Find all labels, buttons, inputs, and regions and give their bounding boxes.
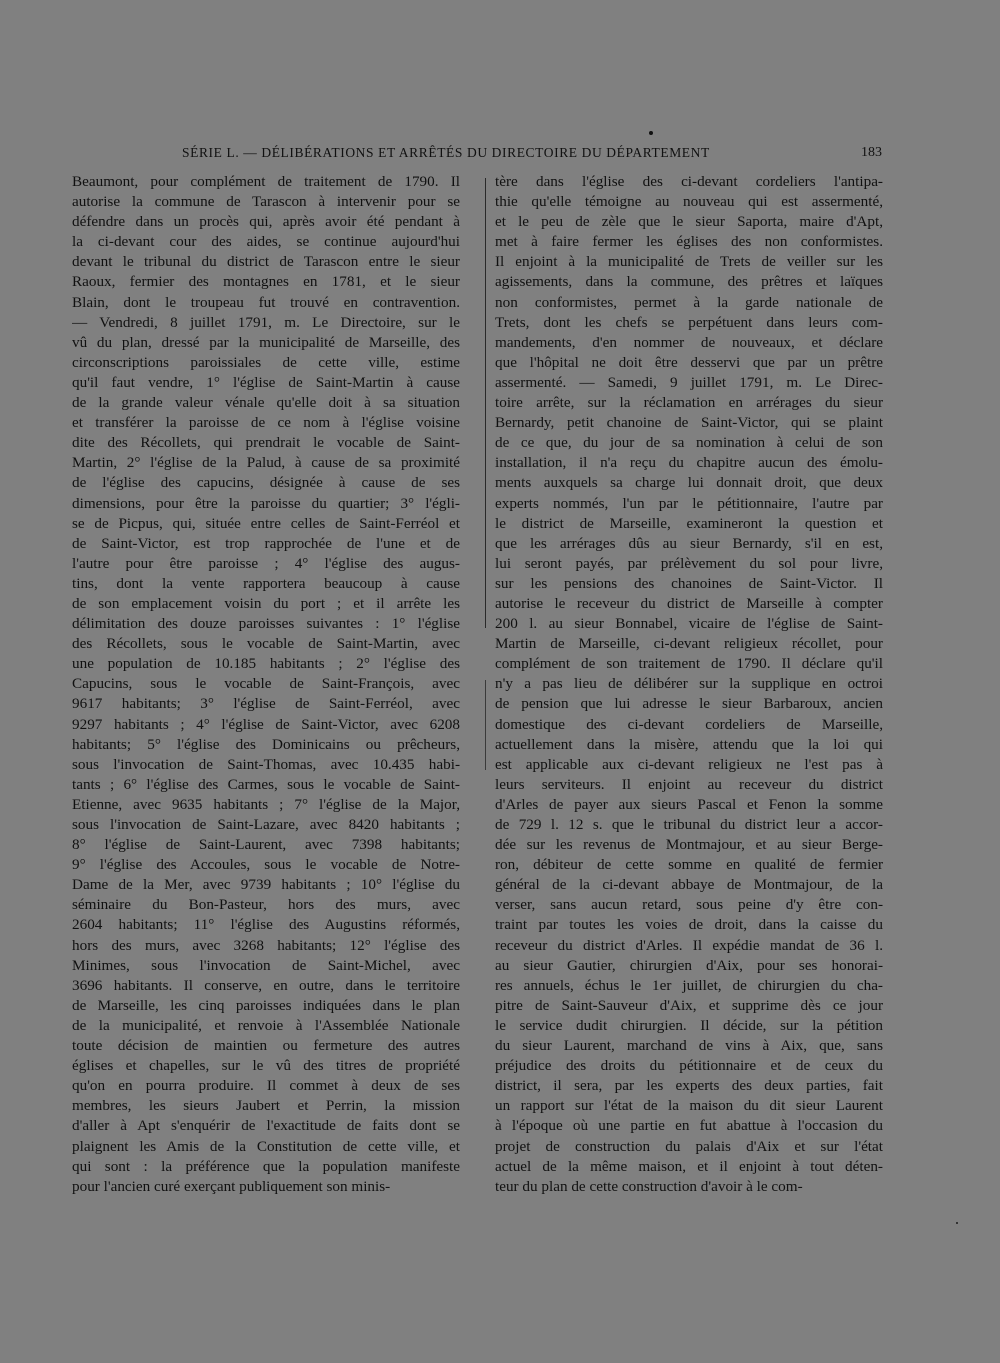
text-line: tère dans l'église des ci-devant cordeliers l'antipa- [495,173,883,190]
text-line: du sieur Laurent, marchand de vins à Aix, que, sans [495,1037,883,1055]
text-line: pitre de Saint-Sauveur d'Aix, et supprime dès ce jour [495,996,883,1014]
text-line: district, il sera, par les experts des deux parties, fait [495,1077,883,1095]
text-line: que les arrérages dûs au sieur Bernardy, s'il en est, [495,534,883,552]
text-line: et le peu de zèle que le sieur Saporta, maire d'Apt, [495,213,883,231]
right-text-column [495,172,883,1197]
text-line: de la grande valeur vénale qu'elle doit à sa situation [72,394,460,412]
text-line: Bernardy, petit chanoine de Saint-Victor, qui se plaint [495,414,883,432]
text-line: qu'on en pourra produire. Il commet à deux de ses [72,1077,460,1095]
text-line: sous l'invocation de Saint-Thomas, avec 10.435 habi- [72,755,460,773]
text-line: hors des murs, avec 3268 habitants; 12° l'église des [72,936,460,954]
column-separator-rule [485,178,486,628]
text-line: 8° l'église de Saint-Laurent, avec 7398 habitants; [72,836,460,854]
ink-speck [956,1222,958,1224]
text-line: séminaire du Bon-Pasteur, hors des murs, avec [72,896,460,914]
text-line: défendre dans un procès qui, après avoir été pendant à [72,213,460,231]
text-line: actuel de la même maison, et il enjoint à tout déten- [495,1157,883,1175]
ink-dot [649,131,653,135]
text-line: dite des Récollets, qui prendrait le vocable de Saint- [72,434,460,452]
text-line: qui sont : la préférence que la population manifeste [72,1157,460,1175]
text-line: le service dudit chirurgien. Il décide, sur la pétition [495,1016,883,1034]
text-line: l'autre pour être paroisse ; 4° l'église des augus- [72,554,460,572]
text-line: lui seront payés, par prélèvement du sol pour livre, [495,554,883,572]
text-line: d'aller à Apt s'enquérir de l'exactitude de faits dont se [72,1117,460,1135]
text-line: installation, il n'a reçu du chapitre aucun des émolu- [495,454,883,472]
text-line: sous l'invocation de Saint-Lazare, avec 8420 habitants ; [72,816,460,833]
text-line: verser, sans aucun retard, sous peine d'y être con- [495,896,883,914]
text-line: habitants; 5° l'église des Dominicains ou prêcheurs, [72,735,460,753]
running-header [72,145,882,165]
text-line: tants ; 6° l'église des Carmes, sous le vocable de Saint- [72,775,460,793]
text-line: n'y a pas lieu de délibérer sur la supplique en octroi [495,675,883,693]
text-line: le district de Marseille, examineront la question et [495,514,883,532]
text-line: Raoux, fermier des montagnes en 1781, et le sieur [72,273,460,291]
text-line: membres, les sieurs Jaubert et Perrin, la mission [72,1097,460,1115]
text-line: — Vendredi, 8 juillet 1791, m. Le Directoire, sur le [72,313,460,331]
text-line: Blain, dont le troupeau fut trouvé en contravention. [72,293,460,311]
text-line: églises et chapelles, sur le vû des titres de propriété [72,1057,460,1075]
left-text-column [72,172,460,1197]
text-line: Capucins, sous le vocable de Saint-François, avec [72,675,460,693]
text-line: général de la ci-devant abbaye de Montmajour, de la [495,876,883,894]
text-line: plaignent les Amis de la Constitution de cette ville, et [72,1137,460,1155]
text-line: est applicable aux ci-devant religieux ne l'est pas à [495,755,883,773]
text-line: receveur du district d'Arles. Il expédie mandat de 36 l. [495,936,883,954]
text-line: préjudice des droits du pétitionnaire et de ceux du [495,1057,883,1075]
text-line: projet de construction du palais d'Aix et sur l'état [495,1137,883,1155]
text-line: devant le tribunal du district de Tarascon entre le sieur [72,253,460,271]
text-line: Trets, dont les chefs se perpétuent dans leurs com- [495,313,883,331]
text-line: 9297 habitants ; 4° l'église de Saint-Victor, avec 6208 [72,715,460,733]
text-line: experts nommés, l'un par le pétitionnaire, l'autre par [495,494,883,512]
page-number: 183 [861,145,882,160]
text-line: circonscriptions paroissiales de cette ville, estime [72,353,460,371]
text-line: domestique des ci-devant cordeliers de Marseille, [495,715,883,733]
text-line: se de Picpus, qui, située entre celles de Saint-Ferréol et [72,514,460,532]
text-line: de ce que, du jour de sa nomination à celui de son [495,434,883,452]
text-line: une population de 10.185 habitants ; 2° l'église des [72,655,460,673]
text-line: de l'église des capucins, désignée à cause de ses [72,474,460,492]
text-line: vû du plan, dressé par la municipalité de Marseille, des [72,333,460,351]
text-line: de Saint-Victor, est trop rapprochée de l'une et de [72,534,460,552]
text-line: autorise le receveur du district de Marseille à compter [495,594,883,612]
text-line: mandements, d'en nommer de nouveaux, et déclare [495,333,883,351]
text-line: res annuels, échus le 1er juillet, de chirurgien du cha- [495,976,883,994]
text-line: toire arrête, sur la réclamation en arrérages du sieur [495,394,883,412]
text-line: met à faire fermer les églises des non conformistes. [495,233,883,251]
text-line: dimensions, pour être la paroisse du quartier; 3° l'égli- [72,494,460,512]
text-line: un rapport sur l'état de la maison du dit sieur Laurent [495,1097,883,1115]
text-line: complément de son traitement de 1790. Il déclare qu'il [495,655,883,673]
text-line: 2604 habitants; 11° l'église des Augustins réformés, [72,916,460,934]
text-line: autorise la commune de Tarascon à intervenir pour se [72,193,460,211]
text-line: à l'époque où une partie en fut abattue à l'occasion du [495,1117,883,1135]
text-line: Martin de Marseille, ci-devant religieux récollet, pour [495,635,883,653]
text-line: de 729 l. 12 s. que le tribunal du district leur a accor- [495,816,883,833]
text-line: pour l'ancien curé exerçant publiquement son minis- [72,1177,391,1195]
text-line: d'Arles de payer aux sieurs Pascal et Fenon la somme [495,795,883,813]
text-line: teur du plan de cette construction d'avoir à le com- [495,1177,803,1195]
text-line: au sieur Gautier, chirurgien d'Aix, pour ses honorai- [495,956,883,974]
text-line: 9° l'église des Accoules, sous le vocable de Notre- [72,856,460,874]
text-line: que l'hôpital ne doit être desservi que par un prêtre [495,353,883,371]
text-line: de son emplacement voisin du port ; et il arrête les [72,594,460,612]
text-line: Martin, 2° l'église de la Palud, à cause de sa proximité [72,454,460,472]
text-line: non conformistes, permet à la garde nationale de [495,293,883,311]
text-line: Dame de la Mer, avec 9739 habitants ; 10° l'église du [72,876,460,894]
text-line: actuellement dans la misère, attendu que la loi qui [495,735,883,753]
text-line: et transférer la paroisse de ce nom à l'église voisine [72,414,460,432]
text-line: assermenté. — Samedi, 9 juillet 1791, m. Le Direc- [495,373,883,391]
text-line: ron, débiteur de cette somme en qualité de fermier [495,856,883,874]
text-line: des Récollets, sous le vocable de Saint-Martin, avec [72,635,460,653]
text-line: dée sur les revenus de Montmajour, et au sieur Berge- [495,836,883,854]
text-line: agissements, dans la commune, des prêtres et laïques [495,273,883,291]
running-title: SÉRIE L. — DÉLIBÉRATIONS ET ARRÊTÉS DU DIRECTOIRE DU DÉPARTEMENT [182,145,710,160]
column-separator-rule-lower [485,680,486,770]
text-line: la ci-devant cour des aides, se continue aujourd'hui [72,233,460,251]
text-line: de la municipalité, et renvoie à l'Assemblée Nationale [72,1016,460,1034]
text-line: Beaumont, pour complément de traitement de 1790. Il [72,173,460,190]
text-line: Il enjoint à la municipalité de Trets de veiller sur les [495,253,883,271]
text-line: sur les pensions des chanoines de Saint-Victor. Il [495,574,883,592]
text-line: traint par toutes les voies de droit, dans la caisse du [495,916,883,934]
text-line: toute décision de maintien ou fermeture des autres [72,1037,460,1055]
text-line: 9617 habitants; 3° l'église de Saint-Ferréol, avec [72,695,460,713]
text-line: thie qu'elle témoigne au nouveau qui est assermenté, [495,193,883,211]
text-line: leurs serviteurs. Il enjoint au receveur du district [495,775,883,793]
text-line: de Marseille, les cinq paroisses indiquées dans le plan [72,996,460,1014]
text-line: ments auxquels sa charge lui donnait droit, que deux [495,474,883,492]
text-line: délimitation des douze paroisses suivantes : 1° l'église [72,615,460,633]
text-line: de pension que lui adresse le sieur Barbaroux, ancien [495,695,883,713]
text-line: 200 l. au sieur Bonnabel, vicaire de l'église de Saint- [495,615,883,633]
text-line: Etienne, avec 9635 habitants ; 7° l'église de la Major, [72,795,460,813]
text-line: Minimes, sous l'invocation de Saint-Michel, avec [72,956,460,974]
text-line: 3696 habitants. Il conserve, en outre, dans le territoire [72,976,460,994]
text-line: qu'il faut vendre, 1° l'église de Saint-Martin à cause [72,373,460,391]
text-line: tins, dont la vente rapportera beaucoup à cause [72,574,460,592]
